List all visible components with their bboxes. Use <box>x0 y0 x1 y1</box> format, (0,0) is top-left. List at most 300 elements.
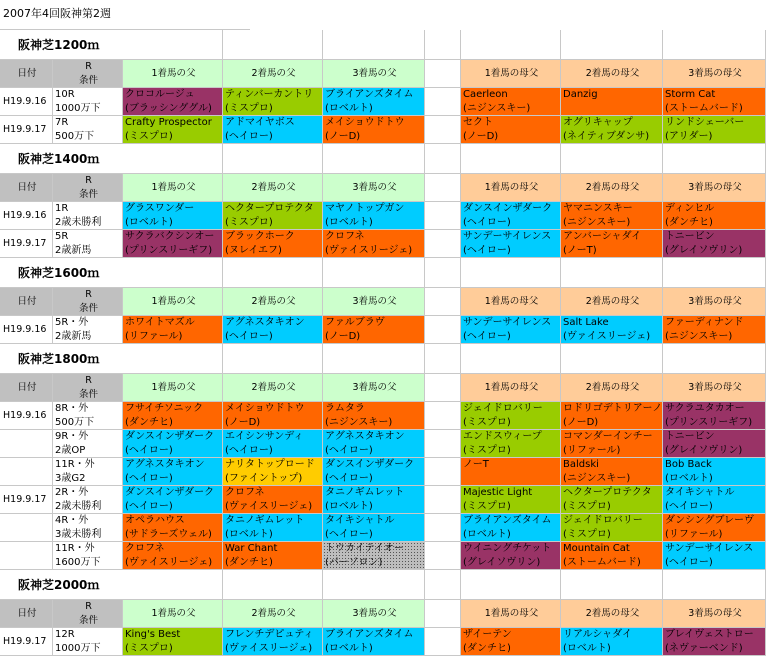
damsire-cell-line: (ダンチヒ) <box>665 217 713 228</box>
blank-cell <box>561 144 663 174</box>
sire-header <box>123 288 223 316</box>
damsire-cell <box>663 402 766 430</box>
damsire-header-line: 3着馬の母父 <box>688 382 742 393</box>
sire-header-line: 2着馬の父 <box>251 296 296 307</box>
damsire-header-line: 1着馬の母父 <box>484 182 539 193</box>
race-date <box>0 458 53 486</box>
race-condition-line: 1000万下 <box>55 103 101 114</box>
sire-cell-line: (ダンチヒ) <box>125 417 173 428</box>
damsire-cell-line: トニービン <box>665 431 715 442</box>
damsire-header <box>461 174 561 202</box>
damsire-cell-line: Salt Lake <box>563 317 609 328</box>
damsire-cell-line: (ミスプロ) <box>563 501 611 512</box>
damsire-header-line: 1着馬の母父 <box>484 68 539 79</box>
sire-cell-line: (ロベルト) <box>225 529 273 540</box>
race-condition <box>53 458 123 486</box>
date-header <box>0 174 53 202</box>
blank-cell <box>425 116 461 144</box>
damsire-cell-line: (ヘイロー) <box>463 217 511 228</box>
damsire-cell-line: トニービン <box>665 231 715 242</box>
race-date <box>0 486 53 514</box>
damsire-cell-line: Mountain Cat <box>563 543 630 554</box>
blank-cell <box>223 30 323 60</box>
sire-cell <box>223 486 323 514</box>
sire-cell-line: タニノギムレット <box>225 515 305 526</box>
sire-cell <box>223 116 323 144</box>
blank-cell <box>425 374 461 402</box>
damsire-cell <box>461 230 561 258</box>
race-condition-line: 1R <box>55 203 69 214</box>
date-header <box>0 60 53 88</box>
race-row <box>0 230 766 258</box>
race-date <box>0 628 53 656</box>
damsire-cell <box>561 628 663 656</box>
race-condition <box>53 628 123 656</box>
sire-cell-line: (ダンチヒ) <box>225 557 273 568</box>
damsire-cell-line: リンドシェーバー <box>665 117 745 128</box>
sire-cell-line: (ヘイロー) <box>225 331 273 342</box>
damsire-header <box>561 174 663 202</box>
damsire-cell <box>561 316 663 344</box>
sire-cell-line: (ブラッシンググル) <box>125 103 212 114</box>
date-header-line: 日付 <box>17 382 37 393</box>
race-condition-line: 3歳未勝利 <box>55 529 102 540</box>
blank-cell <box>123 570 223 600</box>
blank-cell <box>223 570 323 600</box>
race-row <box>0 628 766 656</box>
sire-cell <box>123 628 223 656</box>
sire-header <box>223 374 323 402</box>
sire-cell <box>223 230 323 258</box>
race-date-line: H19.9.17 <box>3 238 47 249</box>
damsire-cell-line: (ヘイロー) <box>665 557 713 568</box>
damsire-cell-line: ブレイヴェストロー <box>665 629 754 640</box>
race-condition <box>53 402 123 430</box>
damsire-header-line: 2着馬の母父 <box>585 296 640 307</box>
damsire-cell-line: (ロベルト) <box>563 643 611 654</box>
section-row <box>0 258 766 288</box>
sire-cell <box>323 430 425 458</box>
race-condition <box>53 514 123 542</box>
sire-cell <box>223 628 323 656</box>
sire-header <box>223 288 323 316</box>
damsire-cell <box>561 88 663 116</box>
blank-cell <box>123 144 223 174</box>
date-header <box>0 600 53 628</box>
damsire-cell <box>561 116 663 144</box>
race-condition-line: 11R・外 <box>55 543 95 554</box>
sire-cell-line: (ヘイロー) <box>125 473 173 484</box>
race-header-line: 条件 <box>78 303 98 314</box>
sire-cell <box>123 458 223 486</box>
damsire-cell <box>663 514 766 542</box>
blank-cell <box>461 344 561 374</box>
blank-cell <box>425 174 461 202</box>
blank-cell <box>425 430 461 458</box>
race-condition-line: 2歳未勝利 <box>55 217 102 228</box>
damsire-header-line: 2着馬の母父 <box>585 608 640 619</box>
blank-cell <box>425 88 461 116</box>
blank-cell <box>663 570 766 600</box>
blank-cell <box>425 486 461 514</box>
page-title: 2007年4回阪神第2週 <box>0 0 250 30</box>
sire-cell <box>323 116 425 144</box>
damsire-cell-line: サンデーサイレンス <box>463 317 552 328</box>
sire-header <box>323 60 425 88</box>
sire-header <box>123 374 223 402</box>
race-row <box>0 430 766 458</box>
race-row <box>0 316 766 344</box>
damsire-cell-line: ジェイドロバリー <box>463 403 543 414</box>
sire-cell-line: (ファイントップ) <box>225 473 303 484</box>
date-header-line: 日付 <box>17 296 37 307</box>
race-condition <box>53 316 123 344</box>
damsire-cell-line: (グレイソヴリン) <box>463 557 541 568</box>
sire-header <box>123 60 223 88</box>
race-date <box>0 514 53 542</box>
sire-cell-line: メイショウドトウ <box>325 117 405 128</box>
race-condition <box>53 202 123 230</box>
damsire-cell-line: ファーディナンド <box>665 317 744 328</box>
blank-cell <box>561 570 663 600</box>
damsire-header-line: 3着馬の母父 <box>688 182 742 193</box>
damsire-cell <box>561 458 663 486</box>
blank-cell <box>425 230 461 258</box>
sire-header <box>323 374 425 402</box>
sire-cell <box>323 486 425 514</box>
damsire-cell-line: Baldski <box>563 459 599 470</box>
damsire-cell-line: ジェイドロバリー <box>563 515 643 526</box>
blank-cell <box>663 30 766 60</box>
sire-cell <box>123 514 223 542</box>
sire-cell <box>123 202 223 230</box>
damsire-cell <box>461 116 561 144</box>
sire-cell-line: (ミスプロ) <box>125 131 173 142</box>
sire-cell-line: クロフネ <box>125 543 165 554</box>
sire-cell-line: アグネスタキオン <box>325 431 405 442</box>
blank-cell <box>123 30 223 60</box>
race-date-line: H19.9.16 <box>3 210 47 221</box>
damsire-cell <box>663 486 766 514</box>
race-date <box>0 316 53 344</box>
damsire-cell <box>663 542 766 570</box>
damsire-cell-line: (ミスプロ) <box>563 529 611 540</box>
race-row <box>0 458 766 486</box>
blank-cell <box>425 30 461 60</box>
sire-cell-line: アグネスタキオン <box>225 317 305 328</box>
sire-cell-line: ダンスインザダーク <box>325 459 415 470</box>
damsire-cell-line: ウイニングチケット <box>463 543 552 554</box>
damsire-cell-line: アンバーシャダイ <box>563 231 642 242</box>
sire-cell-line: タイキシャトル <box>325 515 395 526</box>
race-header-line: 条件 <box>78 189 98 200</box>
sire-cell <box>123 402 223 430</box>
sire-cell <box>323 88 425 116</box>
damsire-cell <box>663 202 766 230</box>
sire-cell-line: フレンチデピュティ <box>225 629 314 640</box>
race-date-line: H19.9.16 <box>3 324 47 335</box>
sire-header-line: 3着馬の父 <box>352 608 397 619</box>
race-row <box>0 514 766 542</box>
damsire-header <box>561 600 663 628</box>
damsire-cell-line: Danzig <box>563 89 598 100</box>
sire-cell-line: (ロベルト) <box>125 217 173 228</box>
blank-cell <box>461 144 561 174</box>
sire-cell-line: クロフネ <box>225 487 265 498</box>
blank-cell <box>461 30 561 60</box>
sire-cell-line: (サドラーズウェル) <box>125 529 212 540</box>
damsire-cell-line: ダンスインザダーク <box>463 203 553 214</box>
damsire-cell <box>561 542 663 570</box>
damsire-cell <box>663 116 766 144</box>
sire-cell-line: ファルブラヴ <box>325 317 385 328</box>
damsire-header-line: 3着馬の母父 <box>688 296 742 307</box>
damsire-cell-line: Caerleon <box>463 89 508 100</box>
race-date <box>0 116 53 144</box>
damsire-cell <box>663 458 766 486</box>
damsire-cell <box>561 514 663 542</box>
damsire-cell-line: ブライアンズタイム <box>463 515 552 526</box>
sire-header-line: 1着馬の父 <box>151 182 196 193</box>
damsire-header <box>461 288 561 316</box>
sire-cell <box>123 230 223 258</box>
sire-cell <box>223 316 323 344</box>
damsire-cell-line: (ノーD) <box>563 417 599 428</box>
sire-cell-line: クロフネ <box>325 231 365 242</box>
sire-cell-line: (ヘイロー) <box>225 445 273 456</box>
sire-header-line: 2着馬の父 <box>251 608 296 619</box>
sire-cell-line: オペラハウス <box>125 515 185 526</box>
sire-cell <box>223 202 323 230</box>
damsire-cell-line: (プリンスリーギフ) <box>665 417 753 428</box>
blank-cell <box>425 514 461 542</box>
sire-cell-line: アグネスタキオン <box>125 459 205 470</box>
race-header-line: R <box>85 175 92 186</box>
race-row <box>0 88 766 116</box>
damsire-header <box>663 600 766 628</box>
sire-header <box>223 174 323 202</box>
damsire-cell <box>461 486 561 514</box>
damsire-cell-line: (ニジンスキー) <box>563 217 631 228</box>
sire-cell-line: フサイチソニック <box>125 403 204 414</box>
race-header-line: R <box>85 375 92 386</box>
sire-cell-line: タニノギムレット <box>325 487 405 498</box>
sire-header-line: 1着馬の父 <box>151 608 196 619</box>
blank-cell <box>123 258 223 288</box>
sire-cell-line: (ノーD) <box>325 131 361 142</box>
sire-header <box>223 600 323 628</box>
damsire-cell-line: Bob Back <box>665 459 712 470</box>
header-row <box>0 374 766 402</box>
race-header <box>53 174 123 202</box>
damsire-cell <box>561 430 663 458</box>
date-header <box>0 374 53 402</box>
sire-header-line: 1着馬の父 <box>151 382 196 393</box>
race-condition-line: 1000万下 <box>55 643 101 654</box>
race-condition <box>53 116 123 144</box>
damsire-cell <box>663 88 766 116</box>
race-condition-line: 2歳OP <box>55 445 86 456</box>
sire-cell-line: (ニジンスキー) <box>325 417 393 428</box>
damsire-cell-line: オグリキャップ <box>563 117 633 128</box>
damsire-cell-line: (ヘイロー) <box>463 245 511 256</box>
race-condition-line: 2歳新馬 <box>55 331 92 342</box>
sire-cell-line: (ミスプロ) <box>225 103 273 114</box>
sire-cell-line: (ヘイロー) <box>325 529 373 540</box>
sire-header <box>223 60 323 88</box>
sire-cell-line: (ロベルト) <box>325 217 373 228</box>
sire-header-line: 3着馬の父 <box>352 296 397 307</box>
race-date <box>0 542 53 570</box>
race-row <box>0 116 766 144</box>
sire-cell-line: アドマイヤボス <box>225 117 295 128</box>
sire-cell <box>323 402 425 430</box>
damsire-cell-line: ザイーテン <box>463 629 512 640</box>
race-header-line: 条件 <box>78 389 98 400</box>
sire-header-line: 3着馬の父 <box>352 382 397 393</box>
damsire-cell <box>461 542 561 570</box>
damsire-cell <box>461 402 561 430</box>
damsire-cell <box>663 230 766 258</box>
sire-cell-line: (ミスプロ) <box>225 217 273 228</box>
damsire-cell <box>461 458 561 486</box>
section-title: 阪神芝1800ｍ <box>0 344 250 374</box>
date-header-line: 日付 <box>17 608 37 619</box>
damsire-cell-line: タイキシャトル <box>665 487 735 498</box>
race-condition <box>53 230 123 258</box>
sire-cell-line: (ヴァイスリージェ) <box>225 643 313 654</box>
sire-header <box>323 600 425 628</box>
sire-header-line: 3着馬の父 <box>352 68 397 79</box>
section-row <box>0 144 766 174</box>
sire-cell-line: ティンバーカントリ <box>225 89 314 100</box>
damsire-header-line: 2着馬の母父 <box>585 68 640 79</box>
date-header <box>0 288 53 316</box>
damsire-cell-line: サンデーサイレンス <box>665 543 754 554</box>
race-condition <box>53 542 123 570</box>
damsire-header-line: 1着馬の母父 <box>484 608 539 619</box>
damsire-cell-line: (リファール) <box>665 529 723 540</box>
damsire-cell-line: (ヴァイスリージェ) <box>563 331 651 342</box>
race-condition-line: 12R <box>55 629 75 640</box>
race-header <box>53 600 123 628</box>
section-title: 阪神芝1200ｍ <box>0 30 250 60</box>
sire-cell-line: ダンスインザダーク <box>125 487 215 498</box>
race-date-line: H19.9.16 <box>3 96 47 107</box>
damsire-cell-line: (ミスプロ) <box>463 501 511 512</box>
race-date <box>0 230 53 258</box>
damsire-cell-line: コマンダーインチー <box>563 431 653 442</box>
sire-cell-line: サクラバクシンオー <box>125 231 215 242</box>
race-condition-line: 1600万下 <box>55 557 101 568</box>
damsire-header-line: 1着馬の母父 <box>484 382 539 393</box>
sire-cell-line: ブラックホーク <box>225 231 295 242</box>
race-condition-line: 11R・外 <box>55 459 95 470</box>
sire-cell <box>323 628 425 656</box>
damsire-cell <box>461 628 561 656</box>
blank-cell <box>323 570 425 600</box>
sire-cell-line: War Chant <box>225 543 278 554</box>
sire-cell-line: トウカイテイオー <box>325 543 404 554</box>
sire-header-line: 1着馬の父 <box>151 68 196 79</box>
damsire-header <box>561 374 663 402</box>
sire-header-line: 2着馬の父 <box>251 68 296 79</box>
damsire-cell-line: (ニジンスキー) <box>665 331 733 342</box>
sire-header-line: 3着馬の父 <box>352 182 397 193</box>
race-condition-line: 500万下 <box>55 417 95 428</box>
race-condition-line: 2歳新馬 <box>55 245 92 256</box>
race-condition-line: 9R・外 <box>55 431 89 442</box>
header-row <box>0 288 766 316</box>
sire-header-line: 1着馬の父 <box>151 296 196 307</box>
sire-cell <box>123 116 223 144</box>
blank-cell <box>461 258 561 288</box>
sire-cell-line: マヤノトップガン <box>325 203 405 214</box>
sire-cell-line: ブライアンズタイム <box>325 629 414 640</box>
damsire-header <box>663 174 766 202</box>
sire-cell <box>323 514 425 542</box>
header-row <box>0 600 766 628</box>
race-date-line: H19.9.17 <box>3 494 47 505</box>
race-row <box>0 542 766 570</box>
sire-cell-line: (パーソロン) <box>325 557 383 568</box>
sire-cell-line: (リファール) <box>125 331 183 342</box>
sire-cell-line: ナリタトップロード <box>225 459 315 470</box>
race-date <box>0 430 53 458</box>
sire-cell-line: クロコルージュ <box>125 89 195 100</box>
damsire-cell <box>663 628 766 656</box>
blank-cell <box>561 30 663 60</box>
sire-cell <box>223 542 323 570</box>
race-date <box>0 88 53 116</box>
race-condition-line: 2歳未勝利 <box>55 501 102 512</box>
race-header-line: R <box>85 289 92 300</box>
damsire-header-line: 3着馬の母父 <box>688 68 742 79</box>
race-header-line: R <box>85 61 92 72</box>
section-title: 阪神芝1600ｍ <box>0 258 250 288</box>
damsire-cell-line: (リファール) <box>563 445 621 456</box>
damsire-cell <box>461 88 561 116</box>
blank-cell <box>223 258 323 288</box>
damsire-cell-line: (アリダー) <box>665 131 713 142</box>
blank-cell <box>425 600 461 628</box>
damsire-cell <box>461 514 561 542</box>
damsire-header <box>663 288 766 316</box>
blank-cell <box>425 258 461 288</box>
section-title: 阪神芝1400ｍ <box>0 144 250 174</box>
sire-header <box>323 174 425 202</box>
blank-cell <box>461 570 561 600</box>
sire-cell <box>323 316 425 344</box>
damsire-cell-line: (ダンチヒ) <box>463 643 511 654</box>
damsire-cell <box>561 402 663 430</box>
race-row <box>0 402 766 430</box>
blank-cell <box>123 344 223 374</box>
blank-cell <box>425 570 461 600</box>
blank-cell <box>425 458 461 486</box>
sire-cell-line: ラムタラ <box>325 403 365 414</box>
damsire-cell-line: (ノーT) <box>563 245 597 256</box>
sire-cell <box>223 514 323 542</box>
race-condition-line: 5R <box>55 231 69 242</box>
sire-header-line: 2着馬の父 <box>251 182 296 193</box>
blank-cell <box>323 144 425 174</box>
damsire-cell-line: ヤマニンスキー <box>563 203 633 214</box>
damsire-cell <box>561 486 663 514</box>
sire-cell-line: ブライアンズタイム <box>325 89 414 100</box>
race-condition-line: 500万下 <box>55 131 95 142</box>
blank-cell <box>425 628 461 656</box>
